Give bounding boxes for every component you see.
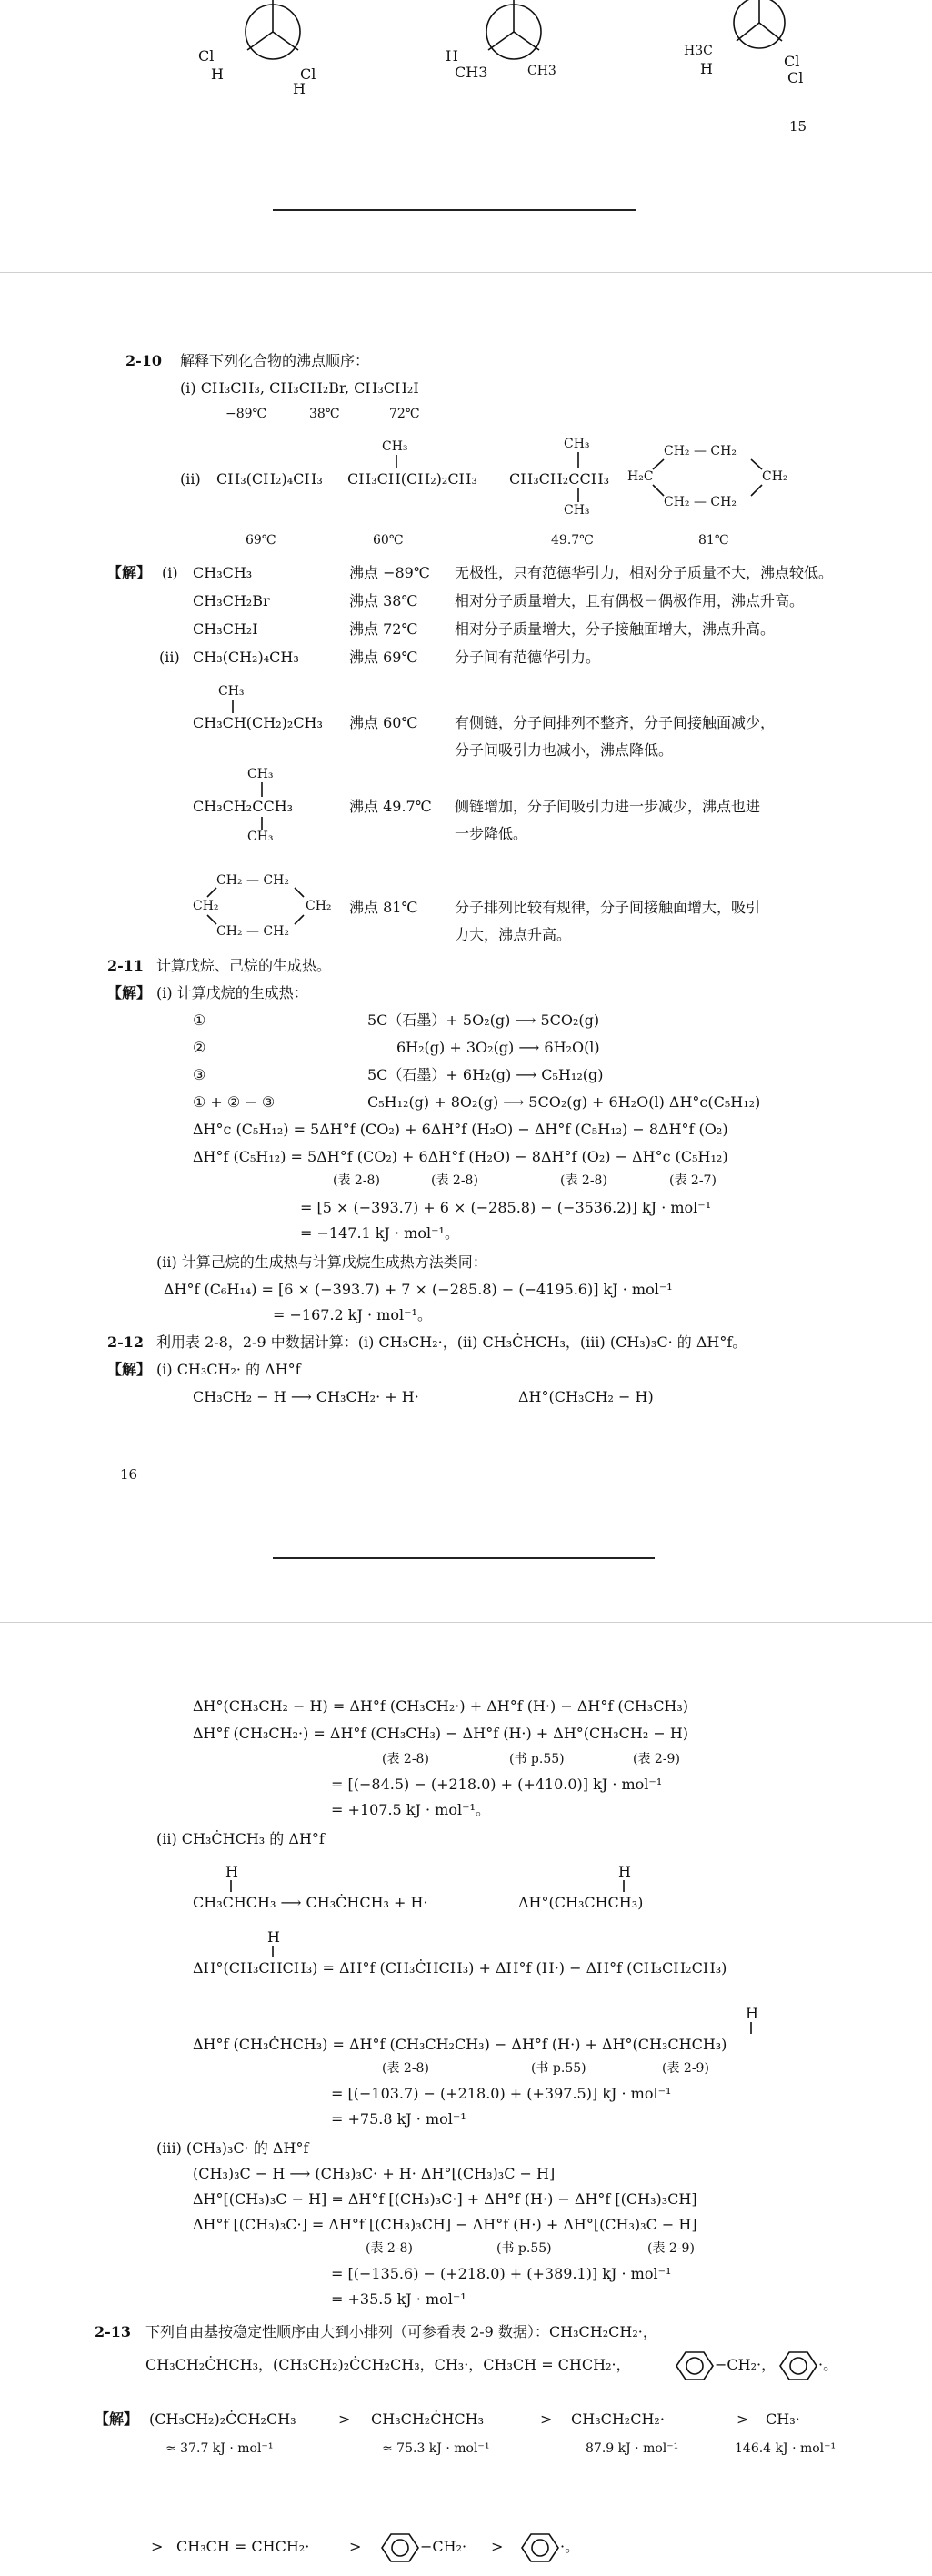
q2-10-bp-ii-3: 49.7℃ xyxy=(551,533,594,548)
p3-ii-reaction: CH₃CHCH₃ ⟶ CH₃ĊHCH₃ + H· xyxy=(193,1894,428,1911)
p3-iii-calc: = [(−135.6) − (+218.0) + (+389.1)] kJ · mol⁻¹ xyxy=(331,2265,672,2282)
q2-10-hexane: CH₃(CH₂)₄CH₃ xyxy=(216,470,323,488)
newman-3-cl-1: Cl xyxy=(784,53,800,70)
p3-i-result: = +107.5 kJ · mol⁻¹。 xyxy=(331,1801,490,1818)
ans2-10-branched-exp-1: 有侧链，分子间排列不整齐，分子间接触面减少， xyxy=(455,714,776,731)
newman-1-cl-right: Cl xyxy=(300,65,316,83)
p3-ii-dh: ΔH°(CH₃CHCH₃) xyxy=(518,1894,644,1911)
q2-10-cyclohexane-bottom: CH₂ — CH₂ xyxy=(664,495,737,509)
ans2-10-row-3-bp: 沸点 72℃ xyxy=(349,620,418,638)
ans2-10-branched-bp: 沸点 60℃ xyxy=(349,714,418,731)
p3-ii-ref-3: (表 2-9) xyxy=(662,2061,709,2076)
ans2-11-eq-label-2: ② xyxy=(193,1039,206,1056)
q2-10-dimethylbutane: CH₃CH₂CCH₃ xyxy=(509,470,610,488)
ans-benzyl-ring-icon xyxy=(382,2532,418,2563)
newman-3-h: H xyxy=(700,60,713,77)
page-separator-1 xyxy=(0,272,932,273)
p3-ii-result: = +75.8 kJ · mol⁻¹ xyxy=(331,2110,466,2128)
ans2-11-calc-6: = −167.2 kJ · mol⁻¹。 xyxy=(273,1306,432,1323)
ans2-10-row-2-exp: 相对分子质量增大，且有偶极－偶极作用，沸点升高。 xyxy=(455,592,805,609)
ans2-12-reaction: CH₃CH₂ − H ⟶ CH₃CH₂· + H· xyxy=(193,1388,419,1405)
newman-projection-3 xyxy=(718,0,827,100)
p3-ii-ref-1: (表 2-8) xyxy=(382,2061,429,2076)
ans2-10-neo-exp-2: 一步降低。 xyxy=(455,825,528,842)
p3-i-calc: = [(−84.5) − (+218.0) + (+410.0)] kJ · mol⁻¹ xyxy=(331,1776,663,1793)
ans2-11-ref-1: (表 2-8) xyxy=(333,1173,380,1188)
ans2-13-order-1: (CH₃CH₂)₂ĊCH₂CH₃ xyxy=(149,2410,296,2428)
q2-10-line-i: (i) CH₃CH₃, CH₃CH₂Br, CH₃CH₂I xyxy=(180,379,419,397)
ans2-11-ref-4: (表 2-7) xyxy=(669,1173,717,1188)
ans2-10-cyc-exp-2: 力大，沸点升高。 xyxy=(455,926,572,943)
ans2-11-tag: 【解】 xyxy=(107,984,152,1001)
q2-10-methylpentane-branch: CH₃ xyxy=(382,439,408,454)
ans2-10-i-label: (i) xyxy=(162,564,178,581)
ans2-10-branched-ch3: CH₃ xyxy=(218,684,245,699)
p3-iii-title: (iii) (CH₃)₃C· 的 ΔH°f xyxy=(156,2139,309,2157)
ans2-13-order-6: −CH₂· xyxy=(420,2538,467,2555)
ans2-13-energy-2: ≈ 75.3 kJ · mol⁻¹ xyxy=(382,2441,490,2456)
p3-iii-reaction: (CH₃)₃C − H ⟶ (CH₃)₃C· + H· ΔH°[(CH₃)₃C − H] xyxy=(193,2165,556,2182)
ans2-11-eq-1: 5C（石墨）+ 5O₂(g) ⟶ 5CO₂(g) xyxy=(367,1011,600,1029)
q2-12-prompt: 利用表 2-8，2-9 中数据计算：(i) CH₃CH₂·，(ii) CH₃ĊHCH₃，(iii) (CH₃)₃C· 的 ΔH°f。 xyxy=(156,1333,747,1351)
ans2-10-neo-ch3-top: CH₃ xyxy=(247,767,274,781)
ans2-10-row-1-exp: 无极性，只有范德华引力，相对分子质量不大，沸点较低。 xyxy=(455,564,834,581)
ans2-10-cyc-left: CH₂ xyxy=(193,899,219,913)
p3-i-ref-2: (书 p.55) xyxy=(509,1752,565,1766)
ans2-10-neo-exp-1: 侧链增加，分子间吸引力进一步减少，沸点也进 xyxy=(455,798,761,815)
ans2-10-cyc-right: CH₂ xyxy=(306,899,332,913)
q2-13-number: 2-13 xyxy=(95,2323,132,2340)
q2-10-cyclohexane-top: CH₂ — CH₂ xyxy=(664,444,737,458)
page-number-15: 15 xyxy=(789,118,807,135)
ans2-10-cyc-bp: 沸点 81℃ xyxy=(349,899,418,916)
q2-13-benzyl-tail: −CH₂·， xyxy=(715,2356,777,2373)
p3-ii-ref-2: (书 p.55) xyxy=(531,2061,586,2076)
q2-11-prompt: 计算戊烷、己烷的生成热。 xyxy=(156,957,332,974)
ans2-10-row-4-bp: 沸点 69℃ xyxy=(349,649,418,666)
q2-13-phenyl-tail: ·。 xyxy=(818,2356,838,2373)
ans2-10-neo-ch3-bottom: CH₃ xyxy=(247,830,274,844)
q2-10-cyclohexane-right: CH₂ xyxy=(762,469,788,484)
q2-10-dimethylbutane-bottom: CH₃ xyxy=(564,503,590,518)
ans2-11-eq-4: C₅H₁₂(g) + 8O₂(g) ⟶ 5CO₂(g) + 6H₂O(l) ΔH°c(C₅H₁₂) xyxy=(367,1093,761,1111)
p3-ii-h-bond-4 xyxy=(0,0,1,1)
ans2-12-reaction-dh: ΔH°(CH₃CH₂ − H) xyxy=(518,1388,654,1405)
q2-10-bp-ii-4: 81℃ xyxy=(698,533,729,548)
newman-1-h-bottom: H xyxy=(293,80,306,97)
p3-iii-ref-2: (书 p.55) xyxy=(496,2241,552,2256)
ans2-13-order-4: CH₃· xyxy=(766,2410,800,2428)
p3-ii-line-1: ΔH°(CH₃CHCH₃) = ΔH°f (CH₃ĊHCH₃) + ΔH°f (H·) − ΔH°f (CH₃CH₂CH₃) xyxy=(193,1959,727,1977)
ans2-13-gt-1: > xyxy=(338,2410,351,2428)
ans2-11-ref-2: (表 2-8) xyxy=(431,1173,478,1188)
ans2-11-eq-3: 5C（石墨）+ 6H₂(g) ⟶ C₅H₁₂(g) xyxy=(367,1066,604,1083)
ans2-10-row-3-comp: CH₃CH₂I xyxy=(193,620,258,638)
q2-10-bp-ii-1: 69℃ xyxy=(246,533,276,548)
ans2-13-order-7: ·。 xyxy=(560,2538,580,2555)
p3-ii-title: (ii) CH₃ĊHCH₃ 的 ΔH°f xyxy=(156,1830,325,1847)
ans2-11-eq-label-4: ① + ② − ③ xyxy=(193,1093,276,1111)
ans2-13-gt-6: > xyxy=(491,2538,504,2555)
ans2-10-tag: 【解】 xyxy=(107,564,152,581)
p3-i-line-1: ΔH°(CH₃CH₂ − H) = ΔH°f (CH₃CH₂·) + ΔH°f (H·) − ΔH°f (CH₃CH₃) xyxy=(193,1697,689,1715)
ans-phenyl-ring-icon xyxy=(522,2532,558,2563)
page-separator-2 xyxy=(0,1622,932,1623)
ans2-11-eq-2: 6H₂(g) + 3O₂(g) ⟶ 6H₂O(l) xyxy=(396,1039,600,1056)
ans2-10-neo-comp: CH₃CH₂CCH₃ xyxy=(193,798,294,815)
p3-ii-h-4: H xyxy=(746,2005,758,2022)
q2-10-cyclohexane-left: H₂C xyxy=(627,469,654,484)
q2-10-ii-label: (ii) xyxy=(180,470,201,488)
newman-3-h3c: H3C xyxy=(684,44,713,58)
newman-1-h-left: H xyxy=(211,65,224,83)
q2-10-number: 2-10 xyxy=(125,352,163,369)
ans2-11-calc-2: ΔH°f (C₅H₁₂) = 5ΔH°f (CO₂) + 6ΔH°f (H₂O) − 8ΔH°f (O₂) − ΔH°c (C₅H₁₂) xyxy=(193,1148,728,1165)
ans2-13-order-3: CH₃CH₂CH₂· xyxy=(571,2410,665,2428)
q2-10-bp-i-2: 38℃ xyxy=(309,407,340,421)
p3-ii-h-1: H xyxy=(225,1863,238,1880)
ans2-11-ref-3: (表 2-8) xyxy=(560,1173,607,1188)
ans2-11-calc-4: = −147.1 kJ · mol⁻¹。 xyxy=(300,1224,459,1242)
ans2-10-neo-bp: 沸点 49.7℃ xyxy=(349,798,432,815)
ans2-10-row-1-bp: 沸点 −89℃ xyxy=(349,564,430,581)
q2-12-number: 2-12 xyxy=(107,1333,145,1351)
newman-projection-2 xyxy=(468,0,577,100)
ans2-13-energy-1: ≈ 37.7 kJ · mol⁻¹ xyxy=(165,2441,274,2456)
phenyl-ring-icon xyxy=(780,2350,817,2381)
q2-13-line-2: CH₃CH₂ĊHCH₃，(CH₃CH₂)₂ĊCH₂CH₃，CH₃·，CH₃CH = CHCH₂·， xyxy=(145,2356,631,2373)
page-16-bottom-rule xyxy=(273,1557,655,1559)
ans2-10-cyc-bottom: CH₂ — CH₂ xyxy=(216,924,289,939)
ans2-10-row-2-bp: 沸点 38℃ xyxy=(349,592,418,609)
ans2-11-calc-3: = [5 × (−393.7) + 6 × (−285.8) − (−3536.2)] kJ · mol⁻¹ xyxy=(300,1199,712,1216)
ans2-11-calc-1: ΔH°c (C₅H₁₂) = 5ΔH°f (CO₂) + 6ΔH°f (H₂O) − ΔH°f (C₅H₁₂) − 8ΔH°f (O₂) xyxy=(193,1121,728,1138)
ans2-11-sub-ii: (ii) 计算己烷的生成热与计算戊烷生成热方法类同： xyxy=(156,1253,487,1271)
ans2-13-order-5: CH₃CH = CHCH₂· xyxy=(176,2538,310,2555)
newman-2-h-left: H xyxy=(446,47,458,65)
q2-13-prompt: 下列自由基按稳定性顺序由大到小排列（可参看表 2-9 数据）：CH₃CH₂CH₂·， xyxy=(145,2323,657,2340)
ans2-10-ii-label: (ii) xyxy=(159,649,180,666)
newman-3-cl-2: Cl xyxy=(787,69,804,86)
ans2-12-tag: 【解】 xyxy=(107,1361,152,1378)
p3-iii-result: = +35.5 kJ · mol⁻¹ xyxy=(331,2290,466,2308)
p3-iii-line-1: ΔH°[(CH₃)₃C − H] = ΔH°f [(CH₃)₃C·] + ΔH°f (H·) − ΔH°f [(CH₃)₃CH] xyxy=(193,2190,697,2208)
p3-ii-line-2: ΔH°f (CH₃ĊHCH₃) = ΔH°f (CH₃CH₂CH₃) − ΔH°f (H·) + ΔH°(CH₃CHCH₃) xyxy=(193,2036,727,2053)
ans2-10-row-2-comp: CH₃CH₂Br xyxy=(193,592,270,609)
ans2-10-row-4-comp: CH₃(CH₂)₄CH₃ xyxy=(193,649,299,666)
q2-10-bp-i-1: −89℃ xyxy=(225,407,267,421)
ans2-10-branched-exp-2: 分子间吸引力也减小，沸点降低。 xyxy=(455,741,674,759)
ans2-13-gt-4: > xyxy=(151,2538,164,2555)
q2-11-number: 2-11 xyxy=(107,957,145,974)
newman-2-ch3: CH3 xyxy=(527,64,556,78)
ans2-13-order-2: CH₃CH₂ĊHCH₃ xyxy=(371,2410,485,2428)
p3-i-ref-1: (表 2-8) xyxy=(382,1752,429,1766)
q2-10-bp-i-3: 72℃ xyxy=(389,407,420,421)
ans2-12-sub-i: (i) CH₃CH₂· 的 ΔH°f xyxy=(156,1361,301,1378)
benzyl-ring-icon xyxy=(676,2350,713,2381)
ans2-13-tag: 【解】 xyxy=(95,2410,139,2428)
ans2-13-gt-2: > xyxy=(540,2410,553,2428)
p3-ii-h-3: H xyxy=(267,1928,280,1946)
p3-iii-line-2: ΔH°f [(CH₃)₃C·] = ΔH°f [(CH₃)₃CH] − ΔH°f (H·) + ΔH°[(CH₃)₃C − H] xyxy=(193,2216,697,2233)
ans2-11-eq-label-3: ③ xyxy=(193,1066,206,1083)
ans2-10-branched-comp: CH₃CH(CH₂)₂CH₃ xyxy=(193,714,323,731)
ans2-10-cyc-top: CH₂ — CH₂ xyxy=(216,873,289,888)
q2-10-methylpentane: CH₃CH(CH₂)₂CH₃ xyxy=(347,470,477,488)
ans2-13-gt-3: > xyxy=(737,2410,749,2428)
ans2-13-gt-5: > xyxy=(349,2538,362,2555)
ans2-11-calc-5: ΔH°f (C₆H₁₄) = [6 × (−393.7) + 7 × (−285.8) − (−4195.6)] kJ · mol⁻¹ xyxy=(164,1281,673,1298)
p3-i-ref-3: (表 2-9) xyxy=(633,1752,680,1766)
ans2-10-cyc-exp-1: 分子排列比较有规律，分子间接触面增大，吸引 xyxy=(455,899,761,916)
newman-1-cl-left: Cl xyxy=(198,47,215,65)
p3-ii-h-2: H xyxy=(618,1863,631,1880)
ans2-10-row-3-exp: 相对分子质量增大，分子接触面增大，沸点升高。 xyxy=(455,620,776,638)
page-15-bottom-rule xyxy=(273,209,636,211)
q2-10-dimethylbutane-top: CH₃ xyxy=(564,437,590,451)
p3-ii-calc: = [(−103.7) − (+218.0) + (+397.5)] kJ · mol⁻¹ xyxy=(331,2085,672,2102)
q2-10-bp-ii-2: 60℃ xyxy=(373,533,404,548)
ans2-13-energy-3: 87.9 kJ · mol⁻¹ xyxy=(586,2441,679,2456)
ans2-10-row-1-comp: CH₃CH₃ xyxy=(193,564,253,581)
page-number-16: 16 xyxy=(120,1466,138,1483)
newman-2-h-low: CH3 xyxy=(455,64,488,81)
q2-10-prompt: 解释下列化合物的沸点顺序： xyxy=(180,352,370,369)
ans2-11-sub-i: (i) 计算戊烷的生成热： xyxy=(156,984,308,1001)
ans2-10-row-4-exp: 分子间有范德华引力。 xyxy=(455,649,601,666)
ans2-11-eq-label-1: ① xyxy=(193,1011,206,1029)
p3-iii-ref-1: (表 2-8) xyxy=(366,2241,413,2256)
p3-iii-ref-3: (表 2-9) xyxy=(647,2241,695,2256)
ans2-13-energy-4: 146.4 kJ · mol⁻¹ xyxy=(735,2441,837,2456)
p3-i-line-2: ΔH°f (CH₃CH₂·) = ΔH°f (CH₃CH₃) − ΔH°f (H·) + ΔH°(CH₃CH₂ − H) xyxy=(193,1725,689,1742)
newman-projection-1 xyxy=(218,0,327,100)
